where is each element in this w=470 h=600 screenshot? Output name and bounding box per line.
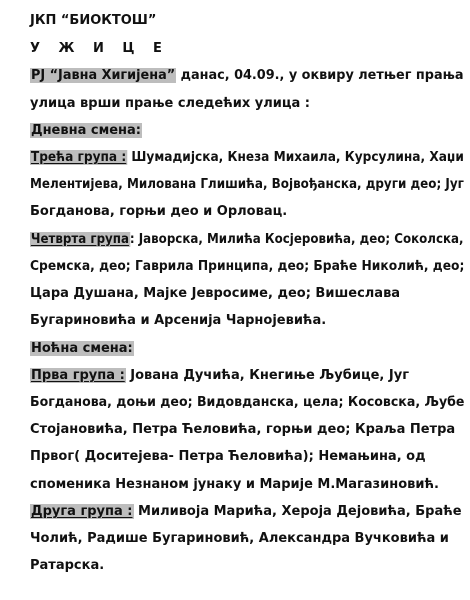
city-name: У Ж И Ц Е [30,41,169,56]
group4-line-3: Цара Душана, Мајке Јевросиме, део; Вишеслава [30,286,401,301]
group4-line-1 [30,231,464,249]
group2-line-1 [30,503,462,521]
group4-text-1: : Јаворска, Милића Косјеровића, део; Соколска, [129,232,464,247]
group1-line-4: Првог( Доситејева- Петра Ћеловића); Немањина, од [30,449,426,464]
group3-label: Трећа група : [30,150,127,165]
group4-line-2: Сремска, део; Гаврила Принципа, део; Браће Николић, део; [30,259,465,274]
group3-line-1 [30,149,464,167]
group1-text-1: Јована Дучића, Кнегиње Љубице, Југ [125,368,409,383]
night-shift-heading [30,340,134,358]
group1-line-3: Стојановића, Петра Ћеловића, горњи део; Краља Петра [30,422,456,437]
group2-text-1: Миливоја Марића, Хероја Дејовића, Браће [133,504,462,519]
night-shift-label: Ноћна смена: [31,341,133,356]
group1-label: Прва група : [31,368,125,383]
group4-line-4: Бугариновића и Арсенија Чарнојевића. [30,313,327,328]
group4-label: Четврта група [30,232,129,247]
group3-line-2: Мелентијева, Милована Глишића, Војвођанска, други део; Југ [30,177,464,192]
group2-label: Друга група : [31,504,133,519]
group3-line-3: Богданова, горњи део и Орловац. [30,204,288,219]
group2-line-3: Ратарска. [30,558,105,573]
group3-text-1: Шумадијска, Кнеза Михаила, Курсулина, Хаџи [127,150,464,165]
unit-name: РЈ “Јавна Хигијена” [30,68,176,83]
intro-text: данас, 04.09., у оквиру летњег прања [176,68,464,83]
group1-line-2: Богданова, доњи део; Видовданска, цела; Косовска, Љубе [30,395,465,410]
group1-line-5: споменика Незнаном јунаку и Марије М.Магазиновић. [30,477,439,492]
day-shift-label: Дневна смена: [31,123,141,138]
day-shift-heading [30,122,142,140]
company-name: ЈКП “БИОКТОШ” [30,13,157,28]
intro-line-1 [30,67,464,85]
group2-line-2: Чолић, Радише Бугариновић, Александра Вучковића и [30,531,449,546]
group1-line-1 [30,367,409,385]
intro-line-2: улица врши прање следећих улица : [30,96,311,111]
